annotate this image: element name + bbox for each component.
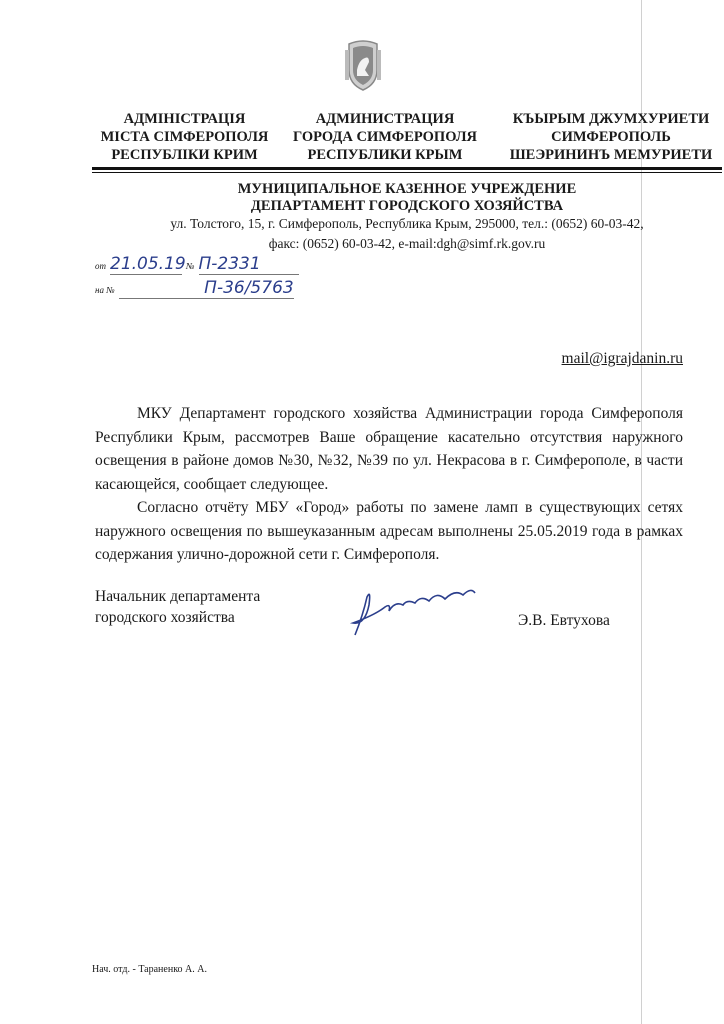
from-label: от bbox=[95, 261, 106, 271]
number-label: № bbox=[186, 261, 195, 271]
outgoing-reference bbox=[95, 254, 305, 275]
letterhead-line: ГОРОДА СИМФЕРОПОЛЯ bbox=[292, 129, 478, 145]
reply-label: на № bbox=[95, 285, 115, 295]
letterhead-line: АДМІНІСТРАЦІЯ bbox=[123, 111, 246, 127]
signatory-name: Э.В. Евтухова bbox=[518, 612, 610, 629]
letterhead-line: КЪЫРЫМ ДЖУМХУРИЕТИ bbox=[512, 111, 710, 127]
handwritten-reply-number: П-36/5763 bbox=[119, 278, 294, 299]
crimea-coat-of-arms-icon bbox=[343, 40, 383, 92]
executor-note: Нач. отд. - Тараненко А. А. bbox=[92, 964, 207, 975]
handwritten-date: 21.05.19 bbox=[110, 254, 186, 274]
letterhead-crimean-tatar bbox=[500, 110, 722, 164]
recipient-email: mail@igrajdanin.ru bbox=[561, 350, 683, 367]
letterhead-divider bbox=[92, 172, 722, 173]
letterhead-russian bbox=[285, 110, 485, 164]
handwritten-signature-icon bbox=[345, 585, 485, 640]
org-department: ДЕПАРТАМЕНТ ГОРОДСКОГО ХОЗЯЙСТВА bbox=[250, 198, 564, 214]
handwritten-number: П-2331 bbox=[199, 254, 299, 275]
letter-body bbox=[95, 402, 683, 567]
letterhead-line: СИМФЕРОПОЛЬ bbox=[551, 129, 671, 145]
letterhead-line: РЕСПУБЛИКИ КРЫМ bbox=[307, 147, 463, 163]
letterhead-line: РЕСПУБЛІКИ КРИМ bbox=[111, 147, 258, 163]
position-line: городского хозяйства bbox=[95, 609, 235, 626]
body-paragraph: МКУ Департамент городского хозяйства Администрации города Симферополя Республики Крым, рассмотрев Ваше обращение касательно отсутствия наружного освещения в районе домов №30, №32, №39 по ул. Некрасова в г. Симферополе, в части касающейся, сообщает следующее. bbox=[95, 405, 683, 493]
letterhead-line: ШЕЭРИНИНЪ МЕМУРИЕТИ bbox=[509, 147, 713, 163]
body-paragraph: Согласно отчёту МБУ «Город» работы по замене ламп в существующих сетях наружного освещения по вышеуказанным адресам выполнены 25.05.2019 года в рамках содержания улично-дорожной сети г. Симферополя. bbox=[95, 499, 683, 563]
incoming-reference bbox=[95, 278, 305, 299]
org-contacts: факс: (0652) 60-03-42, e-mail:dgh@simf.rk.gov.ru bbox=[268, 236, 546, 251]
signatory-position bbox=[95, 586, 260, 628]
letterhead-line: МІСТА СІМФЕРОПОЛЯ bbox=[100, 129, 269, 145]
letterhead-divider bbox=[92, 167, 722, 170]
position-line: Начальник департамента bbox=[95, 588, 261, 605]
letterhead-ukrainian bbox=[92, 110, 277, 164]
org-address: ул. Толстого, 15, г. Симферополь, Республика Крым, 295000, тел.: (0652) 60-03-42, bbox=[170, 216, 644, 231]
org-name: МУНИЦИПАЛЬНОЕ КАЗЕННОЕ УЧРЕЖДЕНИЕ bbox=[237, 181, 577, 197]
letterhead-line: АДМИНИСТРАЦИЯ bbox=[315, 111, 455, 127]
